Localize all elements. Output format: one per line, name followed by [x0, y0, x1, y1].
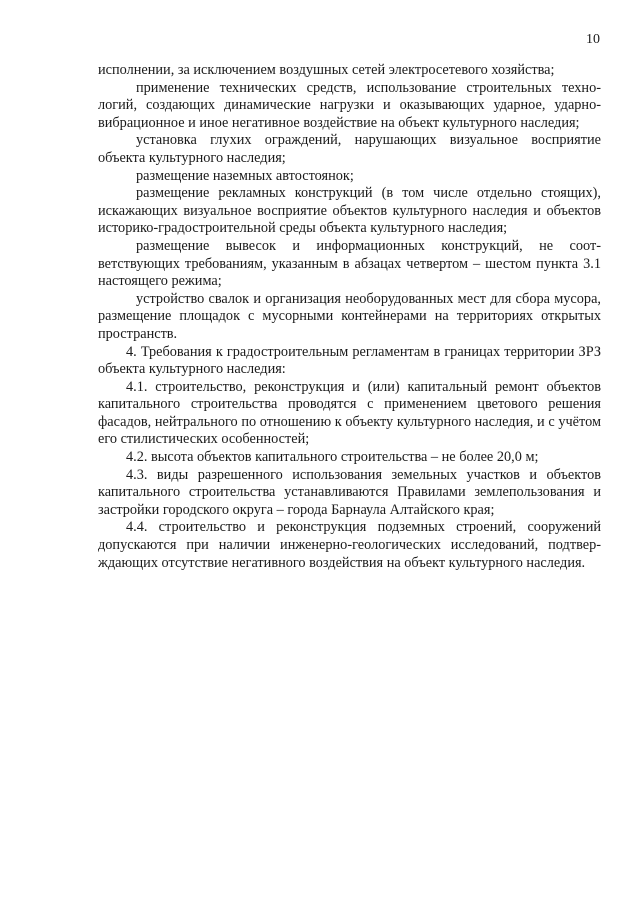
paragraph-technical-means: применение технических средств, использование строительных техно-логий, создающих динамические нагрузки и оказывающих ударное, ударно-вибрационное и иное негативное воздействие на объект культурного наследия; [98, 79, 601, 131]
paragraph-advertising: размещение рекламных конструкций (в том числе отдельно стоящих), искажающих визуальное восприятие объектов культурного наследия и объектов историко-градостроительной среды объекта культурного наследия; [98, 185, 601, 237]
paragraph-section-4-heading: 4. Требования к градостроительным регламентам в границах территории ЗРЗ объекта культурного наследия: [98, 343, 601, 378]
paragraph-parking: размещение наземных автостоянок; [136, 167, 354, 184]
document-body [98, 62, 601, 572]
page-number: 10 [586, 32, 600, 47]
paragraph-signboards: размещение вывесок и информационных конструкций, не соот-ветствующих требованиям, указанным в абзацах четвертом – шестом пункта 3.1 настоящего режима; [98, 237, 601, 290]
paragraph-4-1: 4.1. строительство, реконструкция и (или) капитальный ремонт объектов капитального строительства проводятся с применением цветового решения фасадов, нейтрального по отношению к объекту культурного наследия, и с учётом его стилистических особенностей; [98, 378, 601, 448]
paragraph-dumps: устройство свалок и организация необорудованных мест для сбора мусора, размещение площадок с мусорными контейнерами на территориях открытых пространств. [98, 290, 601, 342]
paragraph-blind-fences: установка глухих ограждений, нарушающих визуальное восприятие объекта культурного наследия; [98, 132, 601, 166]
paragraph-4-3: 4.3. виды разрешенного использования земельных участков и объектов капитального строительства устанавливаются Правилами землепользования и застройки городского округа – города Барнаула Алтайского края; [98, 466, 601, 518]
paragraph-4-2: 4.2. высота объектов капитального строительства – не более 20,0 м; [126, 449, 539, 466]
paragraph-4-4: 4.4. строительство и реконструкция подземных строений, сооружений допускаются при наличии инженерно-геологических исследований, подтвер-ждающих отсутствие негативного воздействия на объект культурного наследия. [98, 519, 601, 571]
paragraph-continuation: исполнении, за исключением воздушных сетей электросетевого хозяйства; [98, 62, 555, 78]
